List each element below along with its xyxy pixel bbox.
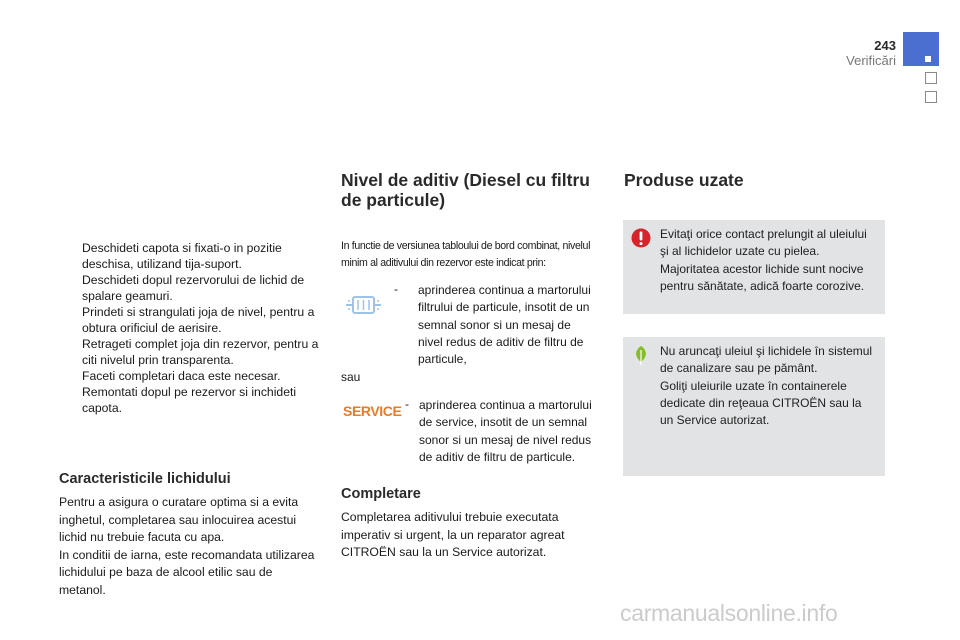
list-item: Remontati dopul pe rezervor si inchideti capota.: [82, 385, 297, 415]
washer-fluid-steps: [59, 240, 321, 416]
chapter-tab[interactable]: [925, 72, 937, 84]
tab-marker-icon: [925, 56, 931, 62]
additive-level-heading: Nivel de aditiv (Diesel cu filtru de particule): [341, 170, 590, 210]
service-warning-icon: SERVICE: [343, 403, 402, 419]
page-number: 243: [874, 38, 896, 53]
list-item: Deschideti dopul rezervorului de lichid de spalare geamuri.: [82, 273, 305, 303]
warning-box: [623, 220, 885, 314]
list-item: Prindeti si strangulati joja de nivel, pentru a obtura orificiul de aerisire.: [82, 305, 315, 335]
used-products-heading: Produse uzate: [624, 170, 744, 190]
list-item: Faceti completari daca este necesar.: [82, 369, 281, 383]
watermark: carmanualsonline.info: [620, 600, 838, 626]
or-text: sau: [341, 370, 361, 384]
warning-text: Evitaţi orice contact prelungit al uleiului şi al lichidelor uzate cu pielea. Majoritatea acestor lichide sunt nocive pentru sănătate, adică foarte corozive.: [660, 227, 867, 293]
list-item: Retrageti complet joja din rezervor, pentru a citi nivelul prin transparenta.: [82, 337, 319, 367]
chapter-tab-active[interactable]: [903, 32, 939, 66]
particle-filter-warning-icon: [345, 293, 382, 317]
indicator-description: aprinderea continua a martorului filtrului de particule, insotit de un semnal sonor si un mesaj de nivel redus de aditiv de filtru de particule,: [418, 283, 591, 367]
chapter-tab[interactable]: [925, 91, 937, 103]
fluid-characteristics-text: Pentru a asigura o curatare optima si a evita inghetul, completarea sau inlocuirea acestui lichid nu trebuie facuta cu apa. In conditii de iarna, este recomandata utilizarea lichidului pe baza de alcool etilic sau de metanol.: [59, 495, 315, 597]
additive-intro-text: In functie de versiunea tabloului de bord combinat, nivelul minim al aditivului din rezervor este indicat prin:: [341, 240, 591, 269]
indicator-description: aprinderea continua a martorului de service, insotit de un semnal sonor si un mesaj de nivel redus de aditiv de filtru de particule.: [419, 398, 592, 464]
list-item: Deschideti capota si fixati-o in pozitie deschisa, utilizand tija-suport.: [82, 241, 282, 271]
fluid-characteristics-heading: Caracteristicile lichidului: [59, 471, 231, 487]
topping-up-text: Completarea aditivului trebuie executata imperativ si urgent, la un reparator agreat CITROËN sau la un Service autorizat.: [341, 510, 565, 559]
environment-text: Nu aruncaţi uleiul şi lichidele în sistemul de canalizare sau pe pământ. Goliţi uleiurile uzate în containerele dedicate din reţeaua CITROËN sau la un Service autorizat.: [660, 344, 873, 428]
warning-icon: [631, 228, 651, 248]
environment-leaf-icon: [631, 345, 651, 365]
list-dash: -: [394, 282, 398, 296]
environment-box: [623, 337, 885, 476]
topping-up-heading: Completare: [341, 486, 421, 502]
section-title: Verificări: [846, 53, 896, 68]
list-dash: -: [405, 397, 409, 411]
